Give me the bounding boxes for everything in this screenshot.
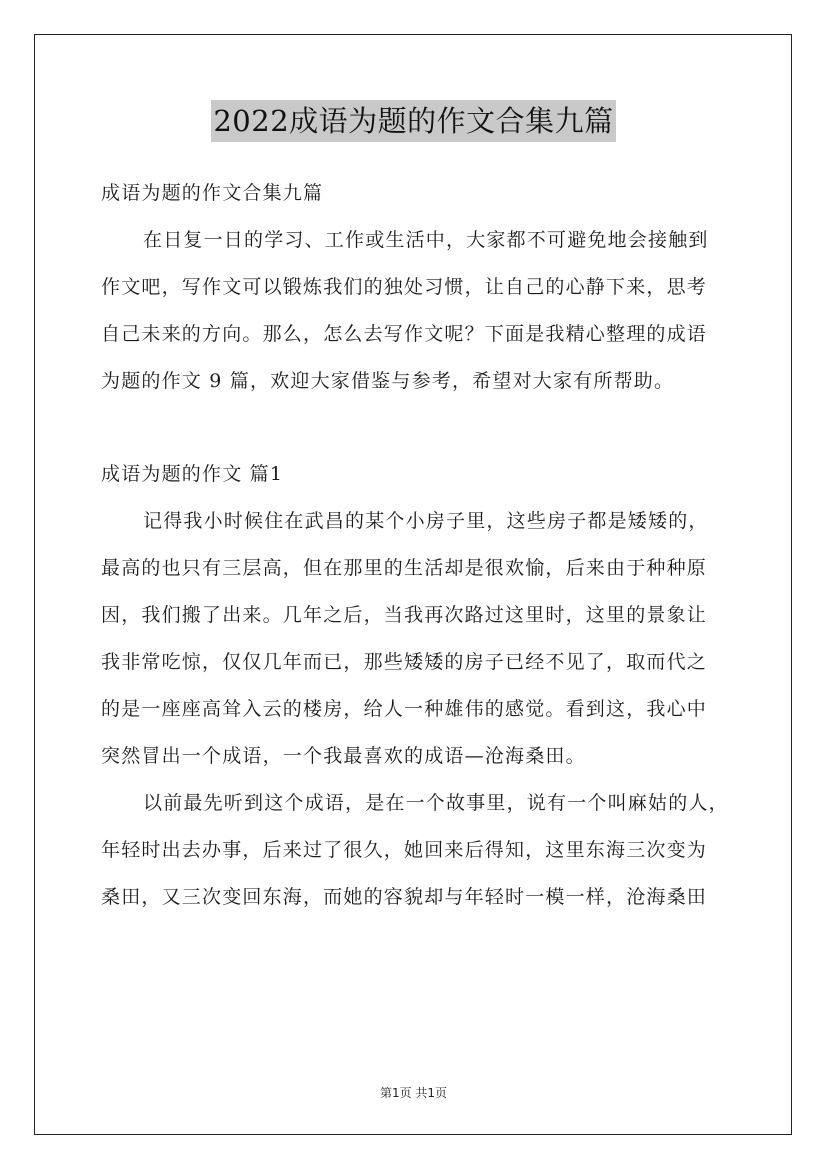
paragraph-line: 在日复一日的学习、工作或生活中，大家都不可避免地会接触到	[143, 229, 709, 251]
paragraph-line: 为题的作文 9 篇，欢迎大家借鉴与参考，希望对大家有所帮助。	[101, 370, 675, 392]
paragraph-line: 以前最先听到这个成语，是在一个故事里，说有一个叫麻姑的人，	[143, 792, 729, 814]
page-footer: 第1页 共1页	[379, 1086, 448, 1100]
paragraph-line: 作文吧，写作文可以锻炼我们的独处习惯，让自己的心静下来，思考	[101, 276, 708, 298]
paragraph-line: 我非常吃惊，仅仅几年而已，那些矮矮的房子已经不见了，取而代之	[101, 651, 708, 673]
paragraph-2	[101, 780, 731, 921]
document-title: 2022成语为题的作文合集九篇	[211, 100, 615, 142]
section-heading: 成语为题的作文 篇1	[101, 463, 284, 485]
paragraph-1	[101, 498, 731, 780]
blank-line	[101, 405, 731, 451]
paragraph-line: 年轻时出去办事，后来过了很久，她回来后得知，这里东海三次变为	[101, 839, 708, 861]
paragraph-line: 因，我们搬了出来。几年之后，当我再次路过这里时，这里的景象让	[101, 604, 708, 626]
paragraph-line: 桑田，又三次变回东海，而她的容貌却与年轻时一模一样，沧海桑田	[101, 886, 708, 908]
title-container	[0, 100, 827, 142]
paragraph-line: 突然冒出一个成语，一个我最喜欢的成语—沧海桑田。	[101, 745, 586, 767]
paragraph-line: 的是一座座高耸入云的楼房，给人一种雄伟的感觉。看到这，我心中	[101, 698, 708, 720]
paragraph-line: 最高的也只有三层高，但在那里的生活却是很欢愉，后来由于种种原	[101, 557, 708, 579]
intro-heading: 成语为题的作文合集九篇	[101, 182, 324, 204]
paragraph-line: 自己未来的方向。那么，怎么去写作文呢？下面是我精心整理的成语	[101, 323, 708, 345]
paragraph-line: 记得我小时候住在武昌的某个小房子里，这些房子都是矮矮的，	[143, 510, 709, 532]
intro-paragraph	[101, 217, 731, 405]
document-body	[101, 170, 731, 921]
